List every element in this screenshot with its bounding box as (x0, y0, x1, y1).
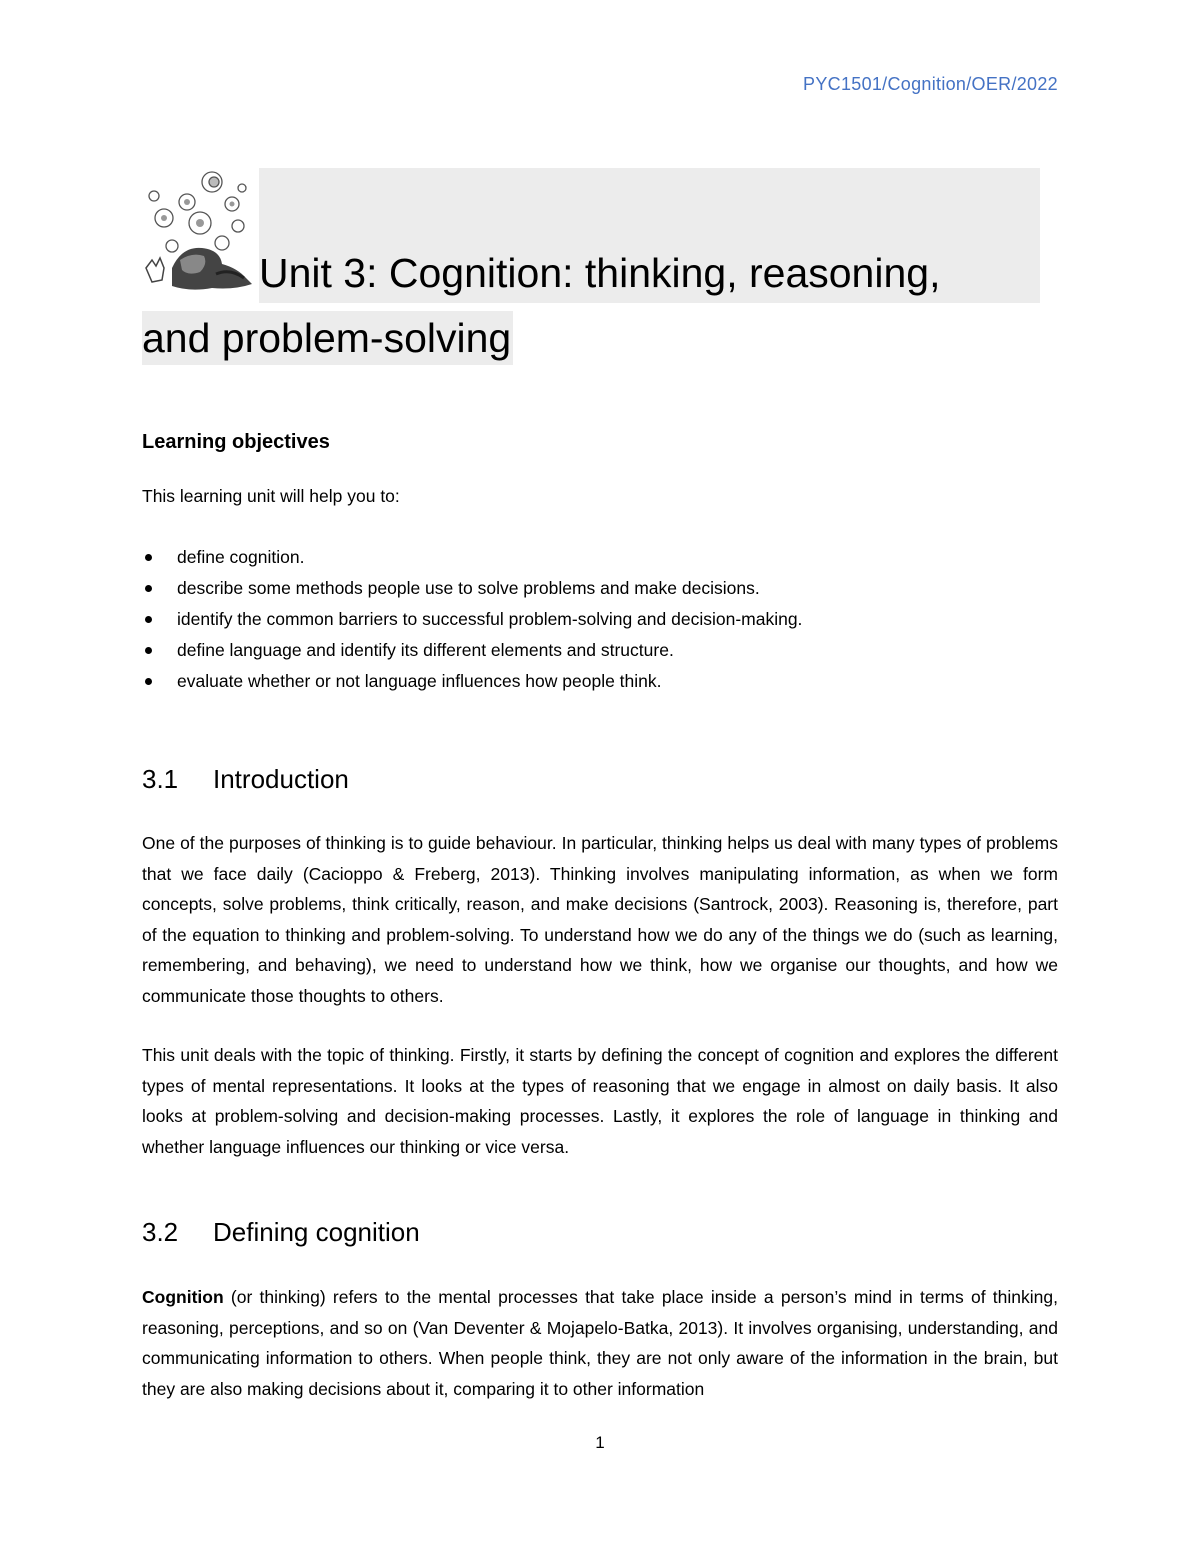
section-number: 3.1 (142, 764, 179, 794)
unit-title-line2: and problem-solving (142, 311, 513, 365)
thinking-person-illustration (142, 168, 254, 298)
list-item: evaluate whether or not language influences how people think. (142, 666, 802, 697)
unit-title-block (142, 168, 1040, 365)
bullet-icon (145, 678, 152, 685)
objectives-list (142, 542, 802, 697)
section-heading-introduction (142, 764, 349, 795)
definition-text: (or thinking) refers to the mental processes that take place inside a person’s mind in terms of thinking, reasoning, perceptions, and so on (Van Deventer & Mojapelo-Batka, 2013). It involves organising, understanding, and communicating information to others. When people think, they are not only aware of the information in the brain, but they are also making decisions about it, comparing it to other information (142, 1287, 1058, 1399)
section-number: 3.2 (142, 1217, 179, 1247)
introduction-paragraph-2: This unit deals with the topic of thinking. Firstly, it starts by defining the concept of cognition and explores the different types of mental representations. It looks at the types of reasoning that we engage in almost on daily basis. It also looks at problem-solving and decision-making processes. Lastly, it explores the role of language in thinking and whether language influences our thinking or vice versa. (142, 1045, 1058, 1157)
section-title: Introduction (213, 764, 349, 794)
bullet-icon (145, 554, 152, 561)
introduction-paragraph-1: One of the purposes of thinking is to guide behaviour. In particular, thinking helps us deal with many types of problems that we face daily (Cacioppo & Freberg, 2013). Thinking involves manipulating information, as when we form concepts, solve problems, think critically, reason, and make decisions (Santrock, 2003). Reasoning is, therefore, part of the equation to thinking and problem-solving. To understand how we do any of the things we do (such as learning, remembering, and behaving), we need to understand how we think, how we organise our thoughts, and how we communicate those thoughts to others. (142, 833, 1058, 1006)
list-item: identify the common barriers to successful problem-solving and decision-making. (142, 604, 802, 635)
section-heading-defining-cognition (142, 1217, 420, 1248)
list-item: describe some methods people use to solve problems and make decisions. (142, 573, 802, 604)
bullet-icon (145, 647, 152, 654)
page-number: 1 (595, 1433, 605, 1452)
list-item: define cognition. (142, 542, 802, 573)
defining-cognition-paragraph (142, 1282, 1058, 1404)
term-cognition: Cognition (142, 1287, 224, 1307)
bullet-icon (145, 616, 152, 623)
objectives-intro: This learning unit will help you to: (142, 486, 400, 506)
bullet-icon (145, 585, 152, 592)
unit-title-line1: Unit 3: Cognition: thinking, reasoning, (259, 250, 941, 296)
section-title: Defining cognition (213, 1217, 420, 1247)
document-code-header: PYC1501/Cognition/OER/2022 (803, 74, 1058, 94)
list-item: define language and identify its different elements and structure. (142, 635, 802, 666)
learning-objectives-heading: Learning objectives (142, 431, 330, 453)
